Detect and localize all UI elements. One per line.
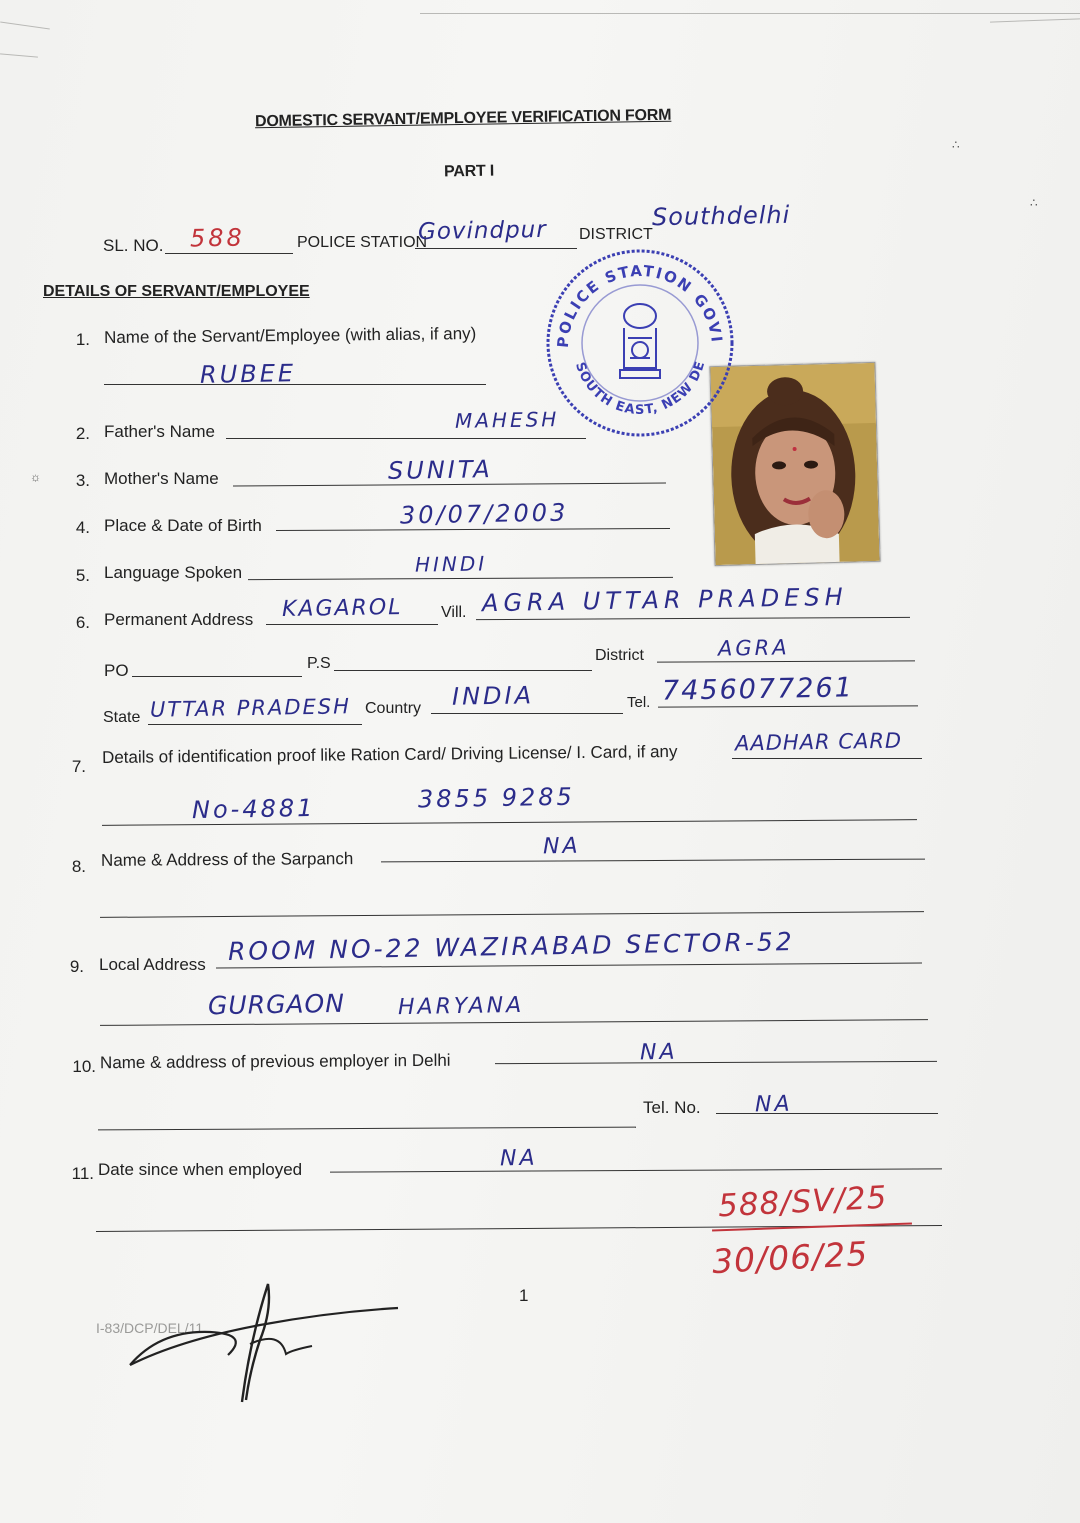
perm-addr-value: KAGAROL: [281, 594, 403, 623]
footer-code: I-83/DCP/DEL/11: [96, 1320, 204, 1336]
father-value: MAHESH: [454, 407, 560, 433]
police-stamp: [540, 238, 740, 438]
form-title: DOMESTIC SERVANT/EMPLOYEE VERIFICATION FORM: [254, 106, 672, 131]
form-part: PART I: [443, 162, 495, 181]
reference-number: 588/SV/25: [717, 1179, 889, 1225]
page-number: 1: [519, 1286, 529, 1305]
tel-no-label: Tel. No.: [643, 1098, 701, 1117]
district2-label: District: [595, 647, 644, 664]
q2-number: 2.: [75, 424, 90, 443]
local-address-city: GURGAON: [207, 988, 346, 1021]
q7-label: Details of identification proof like Ration Card/ Driving License/ I. Card, if any: [101, 741, 678, 768]
q11-line: [330, 1168, 942, 1172]
paper-edge-line: [990, 18, 1080, 22]
q10-number: 10.: [72, 1057, 96, 1076]
q11-label: Date since when employed: [98, 1160, 303, 1179]
vill-value: AGRA UTTAR PRADESH: [481, 582, 848, 618]
q10-line: [495, 1061, 937, 1064]
state-line: [148, 724, 362, 725]
section-heading: DETAILS OF SERVANT/EMPLOYEE: [43, 283, 310, 300]
id-number-prefix: No-4881: [191, 793, 316, 825]
ps-line: [334, 670, 592, 671]
q5-number: 5.: [75, 566, 90, 585]
svg-text:POLICE STATION GOVINDPURI: [540, 238, 726, 348]
q8-line: [381, 859, 925, 863]
q6-label: Permanent Address: [104, 610, 254, 629]
q7-number: 7.: [71, 757, 86, 776]
police-station-label: POLICE STATION: [297, 234, 428, 251]
paper-edge-line: [420, 13, 1080, 14]
q4-label: Place & Date of Birth: [104, 516, 262, 535]
district-label: DISTRICT: [579, 226, 653, 243]
stamp-bottom-text: SOUTH EAST, NEW DE: [572, 358, 709, 418]
ps-label: P.S: [307, 655, 331, 672]
q6-number: 6.: [75, 613, 90, 632]
q8-line2: [100, 911, 924, 918]
sarpanch-value: NA: [542, 833, 581, 860]
state-label: State: [103, 709, 141, 726]
mother-value: SUNITA: [387, 455, 493, 485]
po-line: [132, 676, 302, 677]
q4-line: [276, 528, 670, 531]
q5-label: Language Spoken: [104, 563, 243, 582]
q9-line2: [100, 1019, 928, 1026]
country-line: [431, 713, 623, 714]
tel-no-line: [716, 1113, 938, 1114]
sl-no-line: [165, 253, 293, 254]
paper-edge-line: [0, 22, 50, 30]
vill-line: [476, 617, 910, 620]
prev-tel-value: NA: [754, 1091, 793, 1118]
emblem-icon: [620, 304, 660, 378]
margin-mark: ☼: [30, 470, 41, 484]
po-label: PO: [104, 661, 129, 680]
local-address-line1: ROOM NO-22 WAZIRABAD SECTOR-52: [227, 927, 795, 966]
language-value: HINDI: [414, 551, 488, 577]
id-proof-line: [732, 758, 922, 759]
vill-label: Vill.: [441, 604, 467, 621]
q10-label: Name & address of previous employer in Delhi: [99, 1050, 451, 1073]
local-address-state: HARYANA: [397, 992, 525, 1021]
q10-line2: [98, 1127, 636, 1131]
q1-number: 1.: [75, 330, 90, 349]
q5-line: [248, 577, 673, 580]
tel-label: Tel.: [627, 694, 651, 711]
country-label: Country: [365, 700, 422, 717]
country-value: INDIA: [451, 681, 535, 711]
district2-value: AGRA: [717, 635, 790, 661]
police-station-value: Govindpur: [417, 216, 547, 246]
stamp-top-text: POLICE STATION GOVI: [553, 261, 726, 349]
reference-date: 30/06/25: [711, 1233, 870, 1282]
id-proof-value: AADHAR CARD: [734, 728, 903, 756]
date-employed-value: NA: [499, 1145, 538, 1172]
prev-employer-value: NA: [639, 1039, 678, 1066]
q8-label: Name & Address of the Sarpanch: [100, 849, 354, 870]
q3-label: Mother's Name: [104, 469, 219, 488]
margin-mark: ∴: [1030, 196, 1038, 210]
paper-edge-line: [0, 53, 38, 57]
tel-value: 7456077261: [661, 672, 855, 707]
id-number-rest: 3855 9285: [417, 782, 576, 814]
q2-label: Father's Name: [104, 422, 215, 441]
margin-mark: ∴: [952, 138, 960, 152]
q3-number: 3.: [75, 471, 90, 490]
sl-no-label: SL. NO.: [103, 236, 164, 255]
name-value: RUBEE: [199, 359, 297, 389]
sl-no-value: 588: [189, 223, 246, 253]
q2-line: [226, 438, 586, 439]
state-value: UTTAR PRADESH: [149, 694, 352, 722]
q8-number: 8.: [71, 857, 86, 876]
q9-label: Local Address: [99, 955, 206, 974]
district2-line: [657, 660, 915, 662]
district-value: Southdelhi: [651, 200, 791, 232]
q9-number: 9.: [69, 957, 84, 976]
q11-number: 11.: [71, 1164, 94, 1183]
signature: [100, 1270, 420, 1420]
perm-addr-line: [266, 624, 438, 625]
q1-label: Name of the Servant/Employee (with alias, if any): [103, 324, 477, 347]
q4-number: 4.: [75, 518, 90, 537]
dob-value: 30/07/2003: [399, 498, 569, 530]
